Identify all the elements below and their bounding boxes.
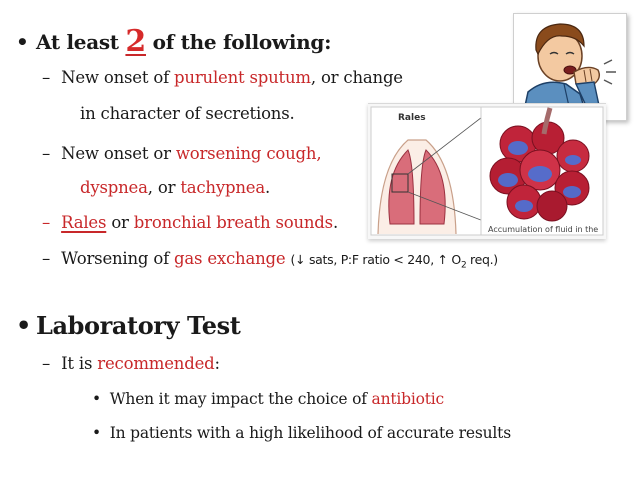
heading-laboratory-test: • Laboratory Test [16, 311, 241, 340]
highlight-recommended: recommended [97, 354, 215, 373]
lung-alveoli-icon [368, 104, 606, 239]
bullet: • [16, 311, 31, 340]
criterion-1: – New onset of purulent sputum, or change [42, 68, 403, 87]
recommendation: – It is recommended: [42, 354, 220, 373]
criterion-2-cont: dyspnea, or tachypnea. [80, 178, 271, 197]
highlight-rales: Rales [61, 213, 107, 232]
highlight-dyspnea: dyspnea [80, 178, 148, 197]
criterion-4: – Worsening of gas exchange (↓ sats, P:F ratio < 240, ↑ $O_2$ req.) [42, 249, 498, 271]
highlight-worsening-cough: worsening cough, [175, 144, 322, 163]
figure-caption: Accumulation of fluid in the [488, 225, 599, 234]
highlight-purulent-sputum: purulent sputum [174, 68, 311, 87]
highlight-tachypnea: tachypnea [180, 178, 265, 197]
lung-alveoli-illustration [368, 103, 606, 239]
bullet: • [16, 30, 29, 54]
gas-exchange-note: (↓ sats, P:F ratio < 240, ↑ $O_2$ req.) [290, 252, 498, 271]
criterion-1-cont: in character of secretions. [80, 104, 295, 123]
heading-criteria: • At least 2 of the following: [16, 24, 332, 59]
criterion-2: – New onset or worsening cough, [42, 144, 322, 163]
lab-point-1: • When it may impact the choice of antibiotic [92, 390, 445, 408]
lab-point-2: • In patients with a high likelihood of accurate results [92, 424, 511, 442]
highlight-gas-exchange: gas exchange [174, 249, 286, 268]
figure-label: Rales [398, 113, 426, 123]
number-two: 2 [125, 24, 146, 59]
highlight-bronchial-breath-sounds: bronchial breath sounds [133, 213, 333, 232]
highlight-antibiotic: antibiotic [371, 390, 445, 408]
criterion-3: – Rales or bronchial breath sounds. [42, 213, 338, 232]
